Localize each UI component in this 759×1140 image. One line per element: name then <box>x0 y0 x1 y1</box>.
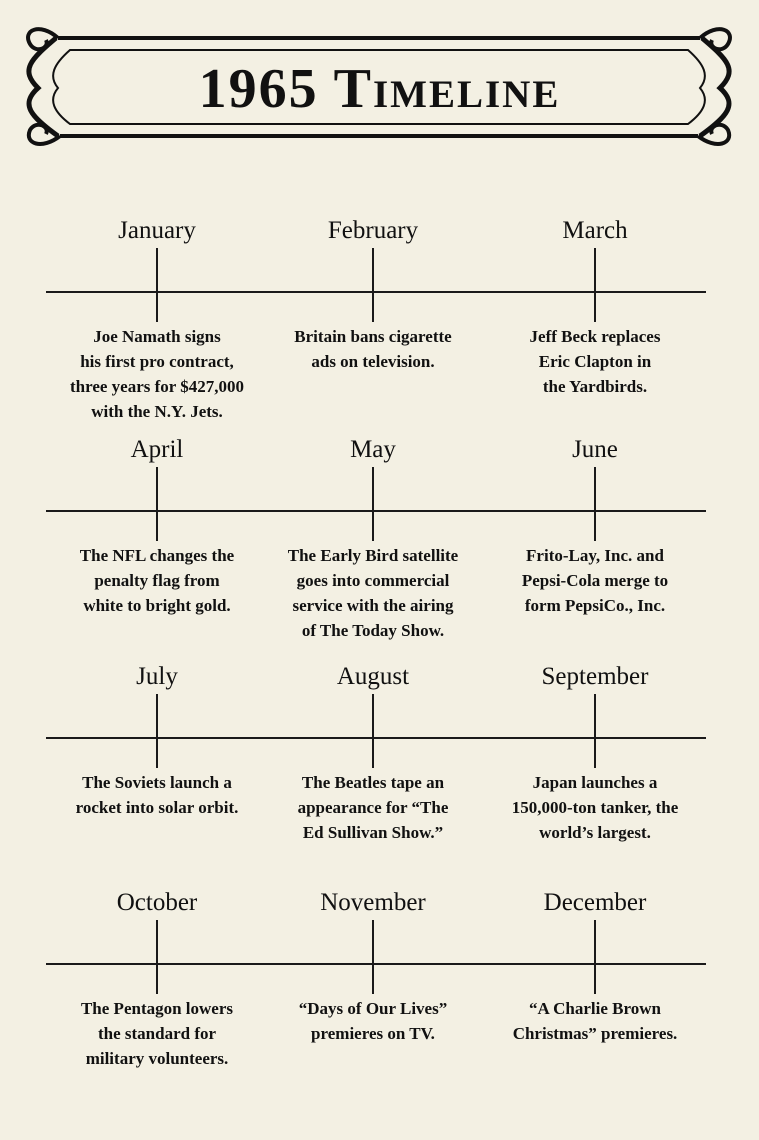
event-line: “Days of Our Lives” <box>298 999 448 1018</box>
timeline-row <box>0 218 759 468</box>
event-line: ads on television. <box>311 352 435 371</box>
timeline-tick <box>372 467 374 541</box>
event-description <box>42 324 272 424</box>
month-label: March <box>562 217 628 244</box>
month-label: February <box>327 217 419 244</box>
event-line: service with the airing <box>292 596 454 615</box>
month-label: October <box>116 889 198 916</box>
month-label: December <box>543 889 647 916</box>
month-label: January <box>118 217 196 244</box>
event-line: appearance for “The <box>297 798 449 817</box>
timeline-axis-line <box>46 737 706 739</box>
event-description <box>42 996 272 1071</box>
event-description <box>258 324 488 374</box>
event-line: Pepsi-Cola merge to <box>521 571 669 590</box>
event-description <box>480 324 710 399</box>
event-line: his first pro contract, <box>80 352 234 371</box>
event-line: form PepsiCo., Inc. <box>524 596 666 615</box>
event-line: Christmas” premieres. <box>512 1024 678 1043</box>
event-description <box>258 543 488 643</box>
month-label: June <box>572 436 618 463</box>
event-description <box>258 996 488 1046</box>
event-line: of The Today Show. <box>301 621 445 640</box>
event-line: with the N.Y. Jets. <box>91 402 223 421</box>
event-line: penalty flag from <box>94 571 220 590</box>
event-description <box>258 770 488 845</box>
title-banner <box>0 0 759 160</box>
event-line: military volunteers. <box>85 1049 229 1068</box>
timeline-row <box>0 437 759 687</box>
event-line: The Pentagon lowers <box>80 999 234 1018</box>
event-description <box>480 770 710 845</box>
event-line: The NFL changes the <box>79 546 235 565</box>
month-label: July <box>136 663 178 690</box>
timeline-tick <box>156 920 158 994</box>
event-line: The Beatles tape an <box>301 773 445 792</box>
timeline-row <box>0 664 759 914</box>
timeline-tick <box>372 920 374 994</box>
page-title: 1965 Timeline <box>198 58 561 120</box>
event-line: The Early Bird satellite <box>287 546 459 565</box>
timeline-tick <box>594 467 596 541</box>
timeline-tick <box>372 694 374 768</box>
event-line: The Soviets launch a <box>82 773 232 792</box>
event-description <box>42 543 272 618</box>
timeline-tick <box>594 920 596 994</box>
event-line: three years for $427,000 <box>69 377 245 396</box>
event-line: the standard for <box>97 1024 217 1043</box>
event-line: Joe Namath signs <box>93 327 221 346</box>
event-line: goes into commercial <box>296 571 450 590</box>
timeline-axis-line <box>46 291 706 293</box>
timeline-tick <box>594 694 596 768</box>
event-line: world’s largest. <box>539 823 651 842</box>
month-label: May <box>350 436 396 463</box>
event-line: “A Charlie Brown <box>529 999 661 1018</box>
event-description <box>480 543 710 618</box>
event-line: Frito-Lay, Inc. and <box>526 546 664 565</box>
timeline-tick <box>372 248 374 322</box>
event-line: Ed Sullivan Show.” <box>302 823 444 842</box>
timeline-tick <box>156 248 158 322</box>
month-label: August <box>336 663 410 690</box>
timeline-tick <box>594 248 596 322</box>
event-line: Jeff Beck replaces <box>529 327 661 346</box>
timeline-axis-line <box>46 963 706 965</box>
month-label: November <box>320 889 426 916</box>
event-line: Japan launches a <box>532 773 658 792</box>
event-description <box>42 770 272 820</box>
event-line: Eric Clapton in <box>538 352 652 371</box>
event-line: 150,000-ton tanker, the <box>511 798 679 817</box>
event-line: white to bright gold. <box>83 596 231 615</box>
timeline-tick <box>156 467 158 541</box>
event-line: premieres on TV. <box>311 1024 435 1043</box>
month-label: September <box>541 663 649 690</box>
month-label: April <box>130 436 184 463</box>
event-line: rocket into solar orbit. <box>75 798 239 817</box>
timeline-tick <box>156 694 158 768</box>
timeline-axis-line <box>46 510 706 512</box>
event-description <box>480 996 710 1046</box>
event-line: the Yardbirds. <box>542 377 648 396</box>
timeline-row <box>0 890 759 1140</box>
event-line: Britain bans cigarette <box>294 327 452 346</box>
